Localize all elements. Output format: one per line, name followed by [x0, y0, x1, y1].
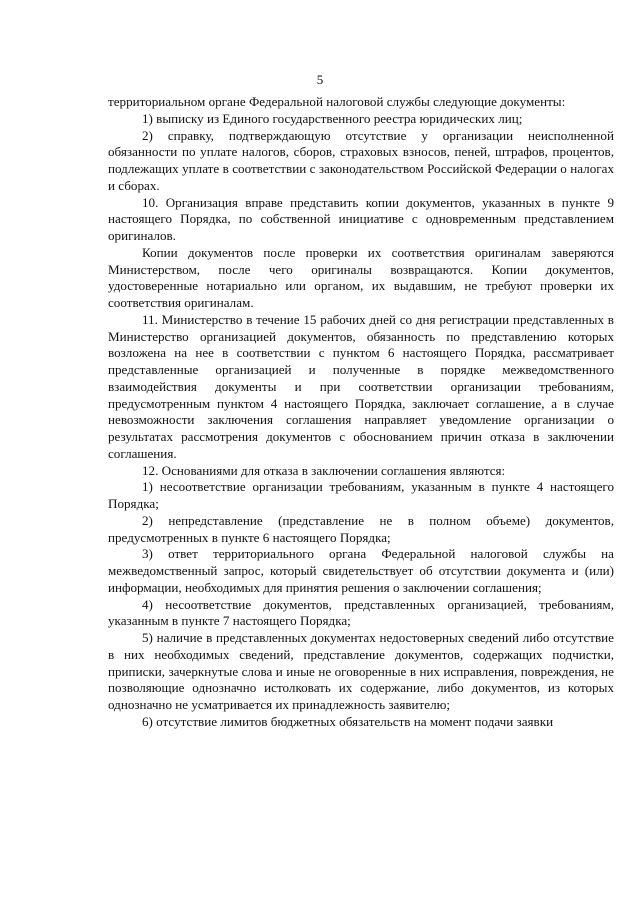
paragraph-refusal-ground-1: 1) несоответствие организации требованиям, указанным в пункте 4 настоящего Порядка;: [108, 479, 614, 511]
paragraph-item-2-tax-certificate: 2) справку, подтверждающую отсутствие у организации неисполненной обязанности по уплате налогов, сборов, страховых взносов, пеней, штрафов, процентов, подлежащих уплате в соответствии с законодательством Российской Федерации о налогах и сборах.: [108, 127, 614, 193]
paragraph-continuation: территориальном органе Федеральной налоговой службы следующие документы:: [108, 94, 566, 109]
paragraph-refusal-ground-6: 6) отсутствие лимитов бюджетных обязательств на момент подачи заявки: [142, 713, 554, 729]
paragraph-item-1-egrul: 1) выписку из Единого государственного реестра юридических лиц;: [142, 110, 523, 126]
paragraph-clause-10: 10. Организация вправе представить копии документов, указанных в пункте 9 настоящего Порядка, по собственной инициативе с одновременным представлением оригиналов.: [108, 194, 614, 243]
paragraph-refusal-ground-4: 4) несоответствие документов, представленных организацией, требованиям, указанным в пункте 7 настоящего Порядка;: [108, 596, 614, 629]
paragraph-refusal-ground-2: 2) непредставление (представление не в полном объеме) документов, предусмотренных в пункте 6 настоящего Порядка;: [108, 512, 614, 545]
paragraph-copies-certification: Копии документов после проверки их соответствия оригиналам заверяются Министерством, после чего оригиналы возвращаются. Копии документов, удостоверенные нотариально или органом, их выдавшим, не требуют проверки их соответствия оригиналам.: [108, 244, 614, 310]
paragraph-refusal-ground-3: 3) ответ территориального органа Федеральной налоговой службы на межведомственный запрос, который свидетельствует об отсутствии документа и (или) информации, необходимых для принятия решения о заключении соглашения;: [108, 546, 614, 595]
paragraph-refusal-ground-5: 5) наличие в представленных документах недостоверных сведений либо отсутствие в них необходимых сведений, представление документов, содержащих подчистки, приписки, зачеркнутые слова и иные не оговоренные в них исправления, повреждения, не позволяющие однозначно истолковать их содержание, либо документов, из которых однозначно не усматривается их принадлежность заявителю;: [108, 630, 614, 712]
paragraph-clause-11: 11. Министерство в течение 15 рабочих дней со дня регистрации представленных в Министерство организацией документов, обязанность по представлению которых возложена на нее в соответствии с пунктом 6 настоящего Порядка, рассматривает представленные организацией и полученные в порядке межведомственного взаимодействия документы и при соответствии организации требованиям, предусмотренным пунктом 4 настоящего Порядка, заключает соглашение, а в случае невозможности заключения соглашения направляет уведомление организации о результатах рассмотрения документов с обоснованием причин отказа в заключении соглашения.: [108, 311, 614, 461]
paragraph-clause-12: 12. Основаниями для отказа в заключении соглашения являются:: [142, 462, 506, 478]
page-number: 5: [316, 72, 324, 87]
document-body: [108, 94, 614, 731]
